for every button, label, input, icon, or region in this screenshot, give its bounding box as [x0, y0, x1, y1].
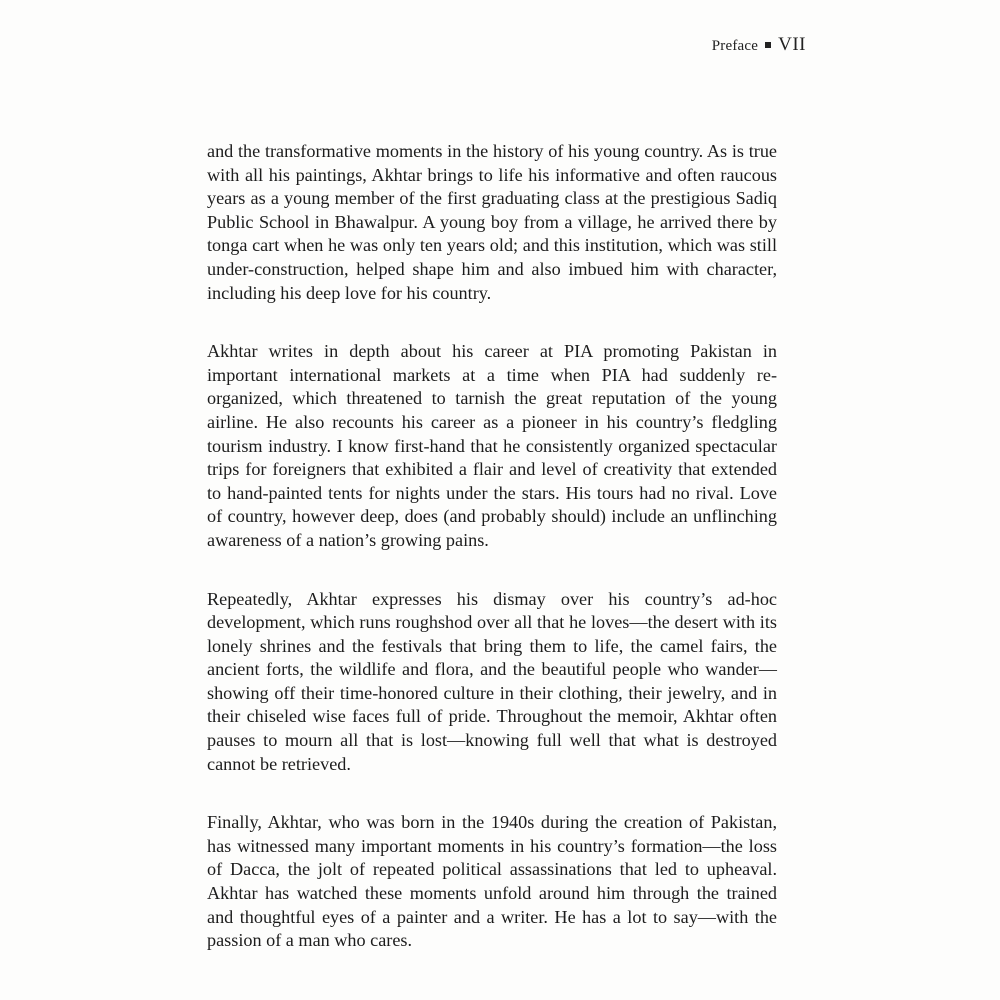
paragraph-3: Repeatedly, Akhtar expresses his dismay over his country’s ad-hoc development, which runs roughshod over all that he loves—the desert with its lonely shrines and the festivals that bring them to life, the camel fairs, the ancient forts, the wildlife and flora, and the beautiful people who wander—showing off their time-honored culture in their clothing, their jewelry, and in their chiseled wise faces full of pride. Throughout the memoir, Akhtar often pauses to mourn all that is lost—knowing full well that what is destroyed cannot be retrieved. — [207, 588, 777, 774]
running-header — [712, 34, 806, 56]
paragraph-1: and the transformative moments in the history of his young country. As is true with all his paintings, Akhtar brings to life his informative and often raucous years as a young member of the first graduating class at the prestigious Sadiq Public School in Bhawalpur. A young boy from a village, he arrived there by tonga cart when he was only ten years old; and this institution, which was still under-construction, helped shape him and also imbued him with character, including his deep love for his country. — [207, 141, 777, 303]
paragraph-4: Finally, Akhtar, who was born in the 1940s during the creation of Pakistan, has witnessed many important moments in his country’s formation—the loss of Dacca, the jolt of repeated political assassinations that led to upheaval. Akhtar has watched these moments unfold around him through the trained and thoughtful eyes of a painter and a writer. He has a lot to say—with the passion of a man who cares. — [207, 812, 777, 951]
square-bullet-icon — [765, 42, 771, 48]
page-body — [207, 140, 777, 953]
page-number: VII — [778, 34, 806, 55]
section-title: Preface — [711, 38, 759, 54]
paragraph-2: Akhtar writes in depth about his career at PIA promoting Pakistan in important international markets at a time when PIA had suddenly re-organized, which threatened to tarnish the great reputation of the young airline. He also recounts his career as a pioneer in his country’s fledgling tourism industry. I know first-hand that he consistently organized spectacular trips for foreigners that exhibited a flair and level of creativity that extended to hand-painted tents for nights under the stars. His tours had no rival. Love of country, however deep, does (and probably should) include an unflinching awareness of a nation’s growing pains. — [207, 341, 777, 550]
